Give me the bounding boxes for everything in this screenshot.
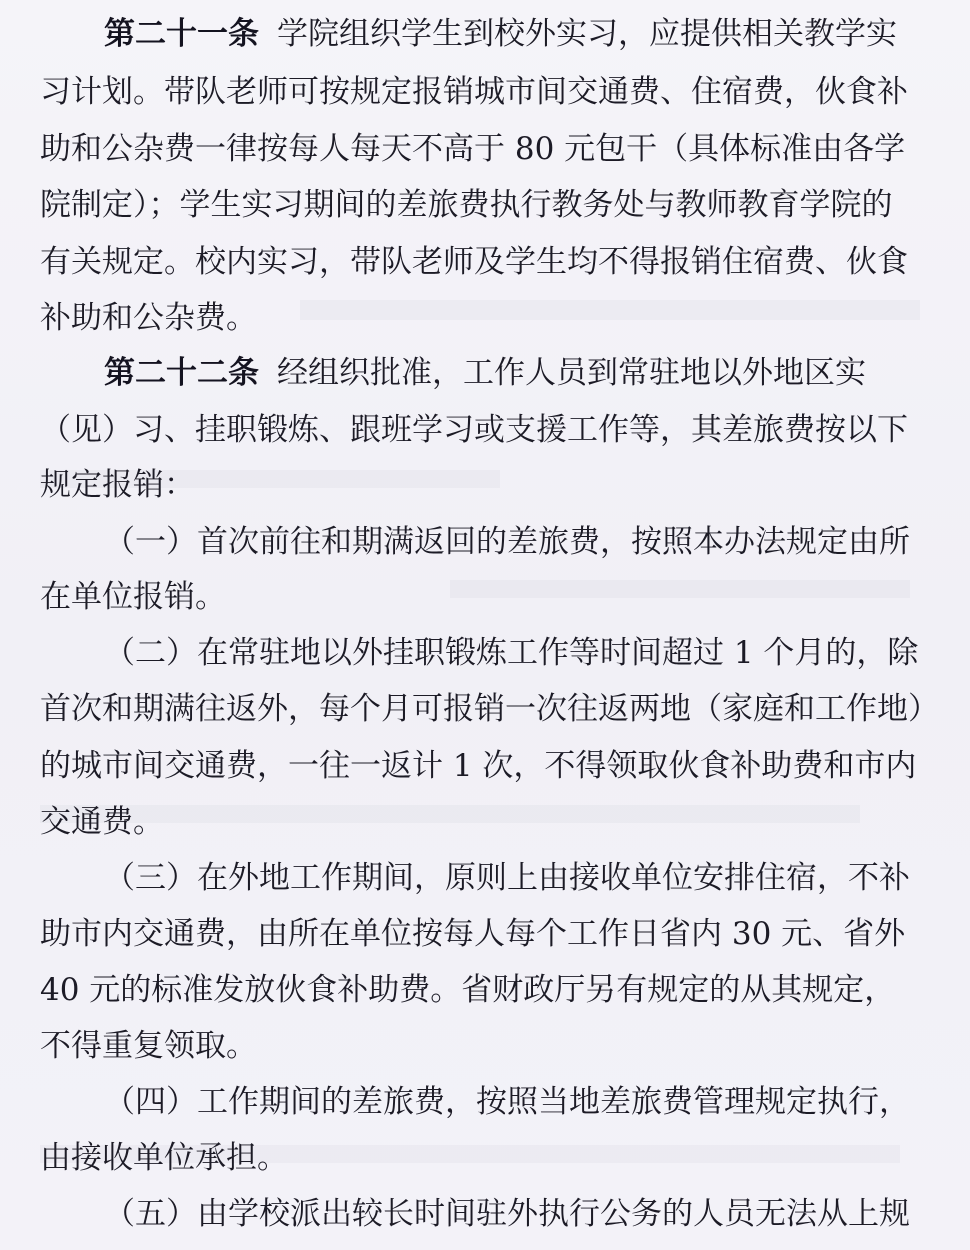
item-5-line-1: （五）由学校派出较长时间驻外执行公务的人员无法从上规 xyxy=(104,1196,910,1232)
article-21-line-6: 补助和公杂费。 xyxy=(40,300,257,336)
article-21-line-4: 院制定）；学生实习期间的差旅费执行教务处与教师教育学院的 xyxy=(40,187,893,223)
item-4-line-1: （四）工作期间的差旅费，按照当地差旅费管理规定执行， xyxy=(104,1084,910,1120)
item-2-line-2: 首次和期满往返外，每个月可报销一次往返两地（家庭和工作地） xyxy=(40,691,939,727)
article-21-line-1 xyxy=(104,6,940,62)
item-4-line-2: 由接收单位承担。 xyxy=(40,1140,288,1176)
article-21-line-5: 有关规定。校内实习，带队老师及学生均不得报销住宿费、伙食 xyxy=(40,244,908,280)
item-2-line-3: 的城市间交通费，一往一返计 1 次，不得领取伙食补助费和市内 xyxy=(40,748,917,784)
article-21-line-3: 助和公杂费一律按每人每天不高于 80 元包干（具体标准由各学 xyxy=(40,131,906,167)
item-2-line-1: （二）在常驻地以外挂职锻炼工作等时间超过 1 个月的，除 xyxy=(104,635,919,671)
article-21-line-2: 习计划。带队老师可按规定报销城市间交通费、住宿费，伙食补 xyxy=(40,74,908,110)
item-3-line-4: 不得重复领取。 xyxy=(40,1028,257,1064)
item-1-line-2: 在单位报销。 xyxy=(40,579,226,615)
article-22-line-1 xyxy=(104,345,940,401)
item-2-line-4: 交通费。 xyxy=(40,804,164,840)
article-21-label: 第二十一条 xyxy=(104,16,259,52)
item-3-line-1: （三）在外地工作期间，原则上由接收单位安排住宿，不补 xyxy=(104,860,910,896)
item-3-line-3: 40 元的标准发放伙食补助费。省财政厅另有规定的从其规定， xyxy=(40,972,896,1008)
article-21-text: 学院组织学生到校外实习，应提供相关教学实 xyxy=(277,16,897,52)
article-22-label: 第二十二条 xyxy=(104,355,259,391)
item-1-line-1: （一）首次前往和期满返回的差旅费，按照本办法规定由所 xyxy=(104,524,910,560)
article-22-line-3: 规定报销： xyxy=(40,467,195,503)
article-22-line-2: （见）习、挂职锻炼、跟班学习或支援工作等，其差旅费按以下 xyxy=(40,412,908,448)
article-22-text: 经组织批准，工作人员到常驻地以外地区实 xyxy=(277,355,866,391)
item-3-line-2: 助市内交通费，由所在单位按每人每个工作日省内 30 元、省外 xyxy=(40,916,906,952)
